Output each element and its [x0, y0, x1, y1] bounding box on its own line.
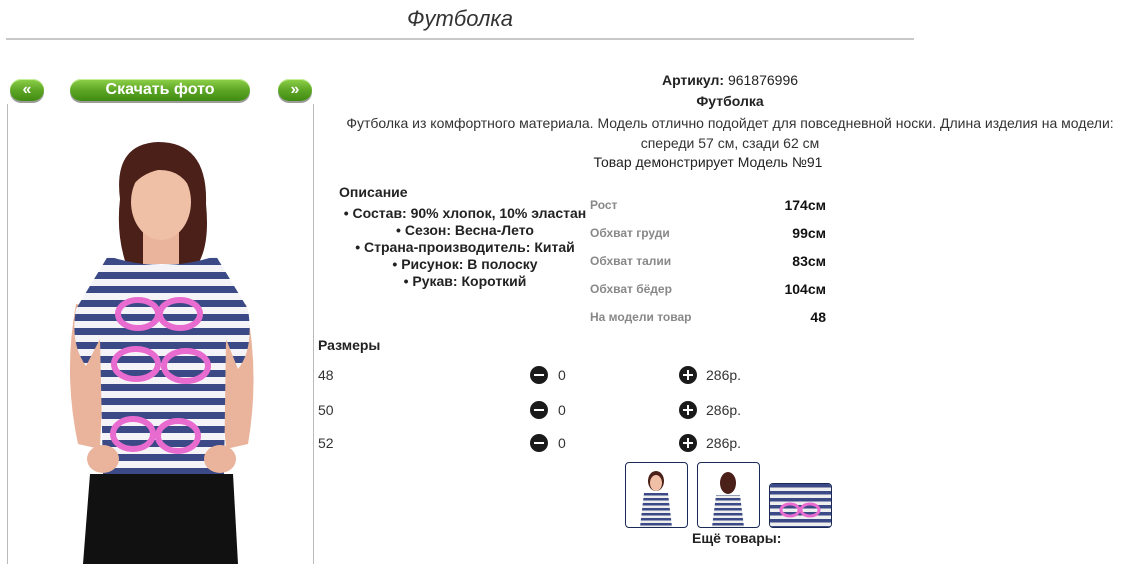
more-products-label: Ещё товары:: [692, 530, 782, 546]
description-line-1: Футболка из комфортного материала. Модель отлично подойдет для повседневной носки. Длина изделия на модели:: [346, 115, 1114, 131]
param-label: Рост: [590, 198, 618, 212]
param-row: [590, 194, 826, 222]
price-value: 286р.: [706, 367, 742, 383]
quantity-value: 0: [558, 402, 566, 418]
product-name: Футболка: [696, 93, 764, 109]
thumbnail-back-image: [698, 463, 759, 527]
feature-item: • Сезон: Весна-Лето: [330, 222, 600, 239]
page-title: Футболка: [407, 6, 513, 31]
feature-item: • Рисунок: В полоску: [330, 256, 600, 273]
thumbnail-detail[interactable]: [769, 483, 832, 528]
param-value: 104см: [784, 281, 826, 297]
product-description: [330, 113, 1128, 153]
size-row: [318, 433, 758, 453]
article-label: Артикул:: [661, 72, 725, 88]
download-photo-button[interactable]: Скачать фото: [70, 79, 250, 101]
article-line: [330, 72, 1128, 88]
model-note: Товар демонстрирует Модель №91: [593, 154, 823, 170]
prev-photo-button[interactable]: «: [10, 79, 44, 101]
plus-icon[interactable]: [679, 366, 697, 384]
param-value: 48: [810, 309, 826, 325]
param-label: Обхват бёдер: [590, 282, 672, 296]
param-label: На модели товар: [590, 310, 692, 324]
param-value: 83см: [792, 253, 826, 269]
thumbnail-detail-image: [770, 484, 831, 527]
param-value: 174см: [784, 197, 826, 213]
minus-icon[interactable]: [530, 401, 548, 419]
description-heading: Описание: [339, 184, 408, 200]
main-product-photo[interactable]: [7, 104, 314, 564]
minus-icon[interactable]: [530, 366, 548, 384]
feature-item: • Состав: 90% хлопок, 10% эластан: [330, 205, 600, 222]
thumbnail-front[interactable]: [625, 462, 688, 528]
feature-list: [330, 205, 600, 290]
feature-item: • Рукав: Короткий: [330, 273, 600, 290]
model-photo-illustration: [8, 104, 313, 564]
param-row: [590, 306, 826, 334]
size-value: 48: [318, 367, 334, 383]
param-row: [590, 222, 826, 250]
model-params-table: [590, 194, 826, 334]
minus-icon[interactable]: [530, 434, 548, 452]
quantity-value: 0: [558, 435, 566, 451]
thumbnail-back[interactable]: [697, 462, 760, 528]
article-value: 961876996: [727, 72, 799, 88]
plus-icon[interactable]: [679, 434, 697, 452]
plus-icon[interactable]: [679, 401, 697, 419]
feature-item: • Страна-производитель: Китай: [330, 239, 600, 256]
size-row: [318, 365, 758, 385]
next-photo-button[interactable]: »: [278, 79, 312, 101]
description-line-2: спереди 57 см, сзади 62 см: [640, 135, 820, 151]
size-value: 52: [318, 435, 334, 451]
param-label: Обхват груди: [590, 226, 670, 240]
price-value: 286р.: [706, 435, 742, 451]
title-divider: [6, 38, 914, 40]
param-value: 99см: [792, 225, 826, 241]
size-row: [318, 400, 758, 420]
param-row: [590, 278, 826, 306]
size-value: 50: [318, 402, 334, 418]
price-value: 286р.: [706, 402, 742, 418]
quantity-value: 0: [558, 367, 566, 383]
param-label: Обхват талии: [590, 254, 672, 268]
thumbnail-front-image: [626, 463, 687, 527]
sizes-heading: Размеры: [318, 337, 381, 353]
param-row: [590, 250, 826, 278]
